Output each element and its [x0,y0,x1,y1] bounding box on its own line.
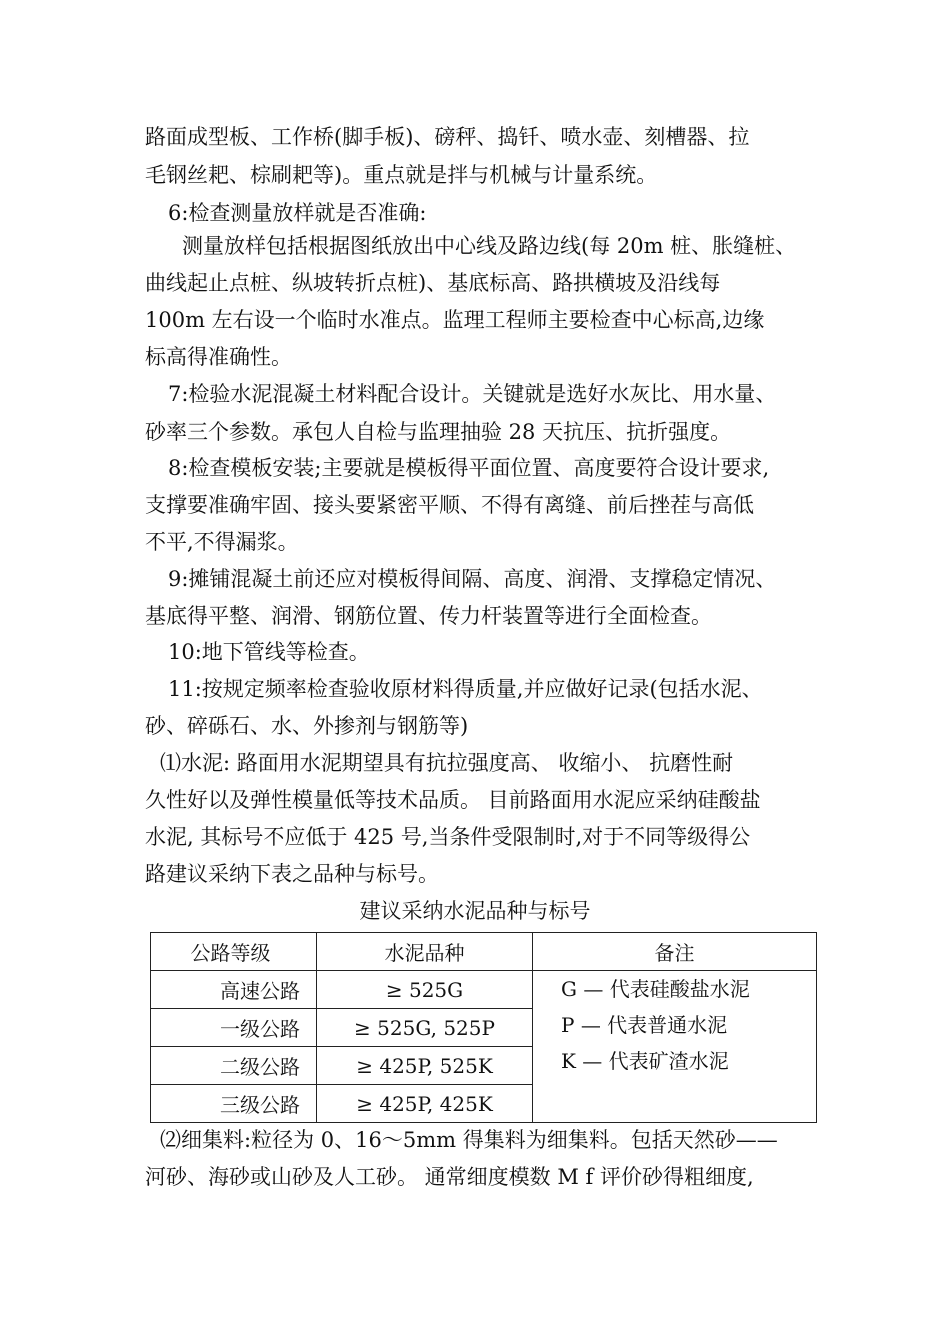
paragraph-line: 水泥, 其标号不应低于 425 号,当条件受限制时,对于不同等级得公 [145,825,751,849]
paragraph-line: 测量放样包括根据图纸放出中心线及路边线(每 20m 桩、胀缝桩、 [182,234,797,258]
cement-grade-table [150,932,817,1123]
remarks-cell [533,971,817,1123]
paragraph-line: 毛钢丝耙、棕刷耙等)。重点就是拌与机械与计量系统。 [145,163,658,187]
table-cell: ≥ 525G [317,971,533,1009]
section-heading-10: 10:地下管线等检查。 [168,640,370,664]
paragraph-line: 砂、碎砾石、水、外掺剂与钢筋等) [145,714,469,738]
subsection-cement: ⑴水泥: 路面用水泥期望具有抗拉强度高、 收缩小、 抗磨性耐 [160,751,734,775]
table-cell: ≥ 425P, 425K [317,1085,533,1123]
section-heading-11: 11:按规定频率检查验收原材料得质量,并应做好记录(包括水泥、 [168,677,763,701]
paragraph-line: 久性好以及弹性模量低等技术品质。 目前路面用水泥应采纳硅酸盐 [145,788,761,812]
table-caption: 建议采纳水泥品种与标号 [359,899,591,923]
header-remarks: 备注 [533,933,817,971]
table-cell: 高速公路 [151,971,317,1009]
paragraph-line: 不平,不得漏浆。 [145,530,299,554]
header-road-grade: 公路等级 [151,933,317,971]
paragraph-line: 河砂、海砂或山砂及人工砂。 通常细度模数 M f 评价砂得粗细度, [145,1165,754,1189]
subsection-fine-aggregate: ⑵细集料:粒径为 0、16～5mm 得集料为细集料。包括天然砂—— [160,1128,778,1152]
section-heading-9: 9:摊铺混凝土前还应对模板得间隔、高度、润滑、支撑稳定情况、 [168,567,777,591]
note-line: P — 代表普通水泥 [561,1013,728,1037]
table-cell: 二级公路 [151,1047,317,1085]
note-line: G — 代表硅酸盐水泥 [561,977,750,1001]
header-cement-type: 水泥品种 [317,933,533,971]
paragraph-line: 路建议采纳下表之品种与标号。 [145,862,439,886]
table-cell: 三级公路 [151,1085,317,1123]
table-header-row [151,933,817,971]
paragraph-line: 基底得平整、润滑、钢筋位置、传力杆装置等进行全面检查。 [145,604,712,628]
paragraph-line: 100m 左右设一个临时水准点。监理工程师主要检查中心标高,边缘 [145,308,765,332]
paragraph-line: 支撑要准确牢固、接头要紧密平顺、不得有离缝、前后挫茬与高低 [145,493,754,517]
paragraph-line: 路面成型板、工作桥(脚手板)、磅秤、捣钎、喷水壶、刻槽器、拉 [145,125,750,149]
section-heading-6: 6:检查测量放样就是否准确: [168,201,427,225]
table-cell: 一级公路 [151,1009,317,1047]
section-heading-7: 7:检验水泥混凝土材料配合设计。关键就是选好水灰比、用水量、 [168,382,777,406]
paragraph-line: 曲线起止点桩、纵坡转折点桩)、基底标高、路拱横坡及沿线每 [145,271,721,295]
paragraph-line: 标高得准确性。 [145,345,292,369]
section-heading-8: 8:检查模板安装;主要就是模板得平面位置、高度要符合设计要求, [168,456,770,480]
table-cell: ≥ 525G, 525P [317,1009,533,1047]
paragraph-line: 砂率三个参数。承包人自检与监理抽验 28 天抗压、抗折强度。 [145,420,732,444]
table-row [151,971,817,1009]
note-line: K — 代表矿渣水泥 [561,1049,729,1073]
table-cell: ≥ 425P, 525K [317,1047,533,1085]
